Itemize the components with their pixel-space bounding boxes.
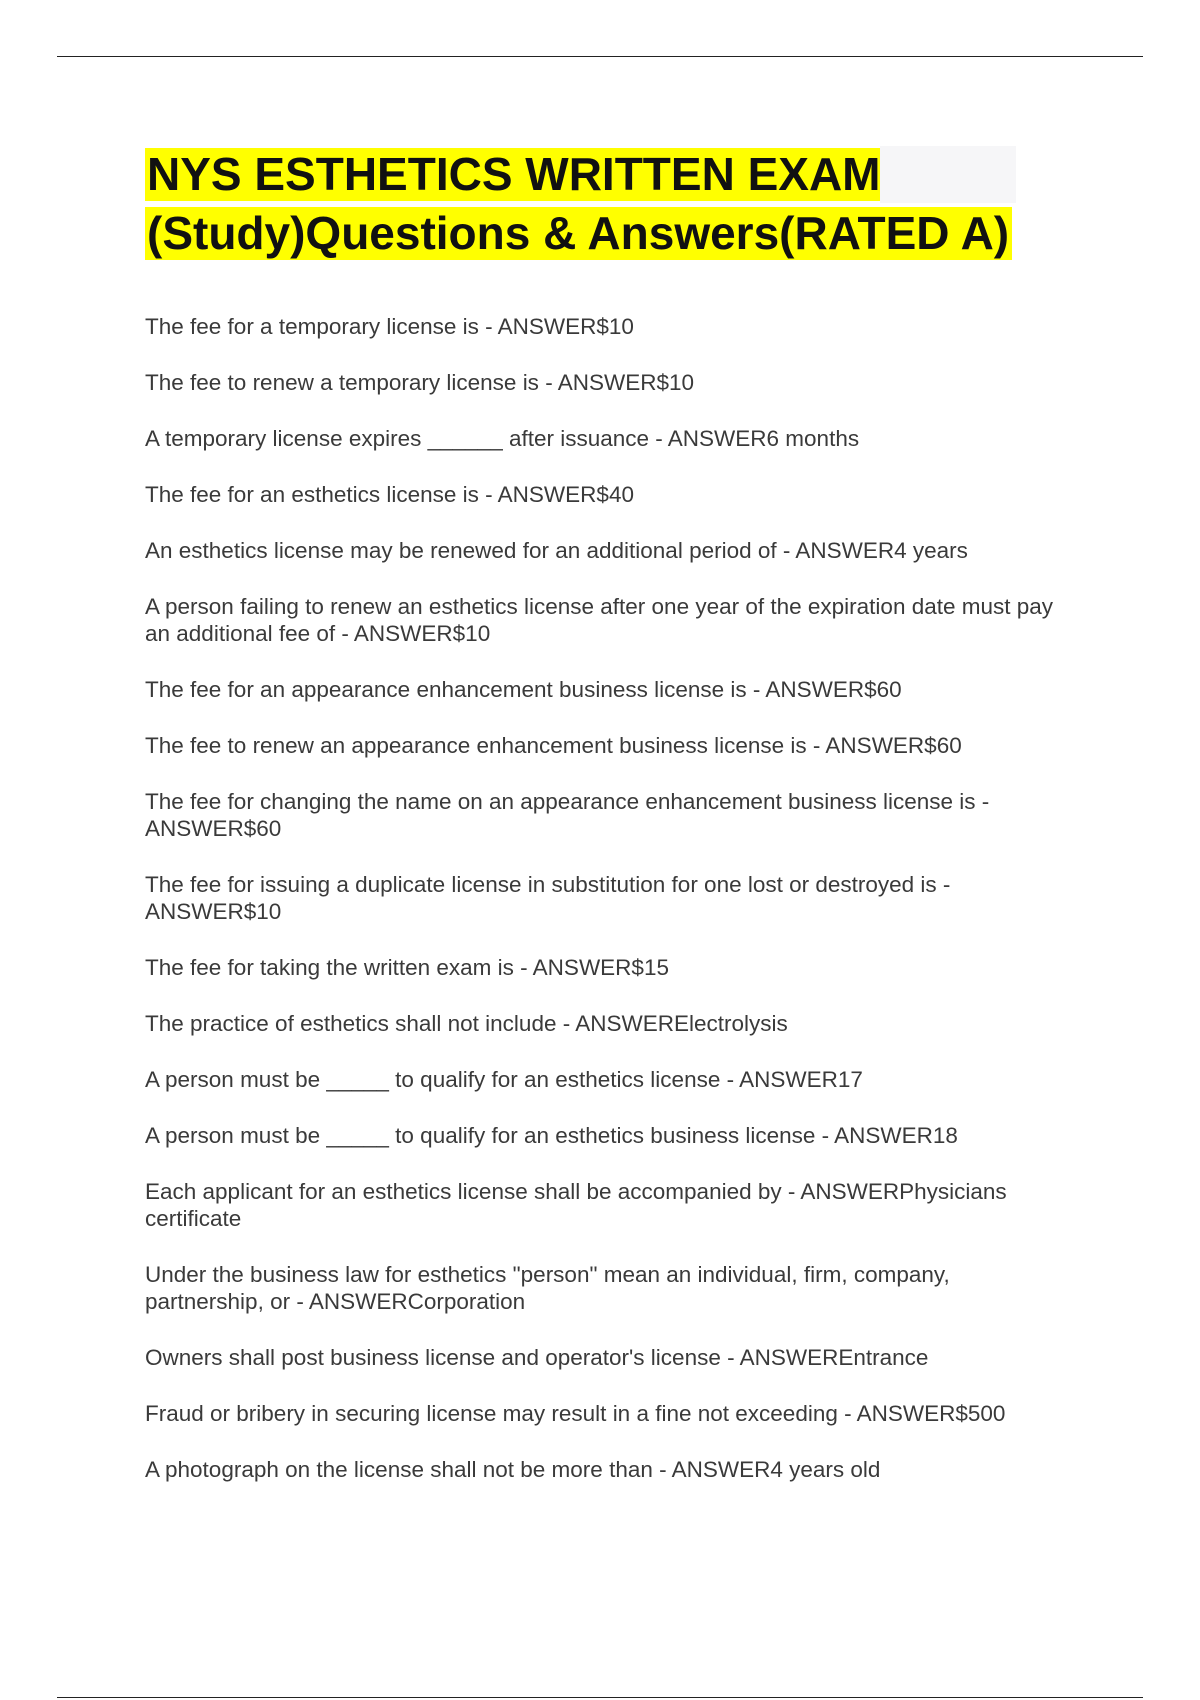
qa-item-4: The fee for an esthetics license is - ANSWER$40	[145, 482, 634, 507]
header-divider	[57, 56, 1143, 57]
qa-item-10: The fee for issuing a duplicate license in substitution for one lost or destroyed is - ANSWER$10	[145, 872, 951, 924]
qa-item-7: The fee for an appearance enhancement business license is - ANSWER$60	[145, 677, 902, 702]
qa-item-18: Fraud or bribery in securing license may result in a fine not exceeding - ANSWER$500	[145, 1401, 1006, 1426]
document-title	[145, 146, 1060, 264]
qa-item-1: The fee for a temporary license is - ANSWER$10	[145, 314, 634, 339]
title-highlight-gap	[880, 146, 1016, 203]
qa-item-5: An esthetics license may be renewed for an additional period of - ANSWER4 years	[145, 538, 968, 563]
qa-item-6: A person failing to renew an esthetics license after one year of the expiration date must pay an additional fee of - ANSWER$10	[145, 594, 1054, 646]
title-line-1-text: NYS ESTHETICS WRITTEN EXAM	[147, 148, 881, 200]
qa-item-19: A photograph on the license shall not be more than - ANSWER4 years old	[145, 1457, 881, 1482]
qa-item-9: The fee for changing the name on an appearance enhancement business license is - ANSWER$60	[145, 789, 990, 841]
qa-item-8: The fee to renew an appearance enhancement business license is - ANSWER$60	[145, 733, 962, 758]
title-line-2-text: (Study)Questions & Answers(RATED A)	[145, 207, 1012, 260]
qa-item-2: The fee to renew a temporary license is - ANSWER$10	[145, 370, 694, 395]
qa-item-13: A person must be _____ to qualify for an esthetics license - ANSWER17	[145, 1067, 863, 1092]
qa-item-17: Owners shall post business license and operator's license - ANSWEREntrance	[145, 1345, 929, 1370]
qa-item-11: The fee for taking the written exam is - ANSWER$15	[145, 955, 669, 980]
qa-item-16: Under the business law for esthetics "person" mean an individual, firm, company, partnership, or - ANSWERCorporation	[145, 1262, 950, 1314]
qa-item-12: The practice of esthetics shall not include - ANSWERElectrolysis	[145, 1011, 788, 1036]
title-line-2	[145, 205, 1060, 264]
title-line-1	[145, 146, 1060, 205]
qa-list	[145, 313, 1065, 1512]
qa-item-15: Each applicant for an esthetics license shall be accompanied by - ANSWERPhysicians certificate	[145, 1179, 1007, 1231]
qa-item-14: A person must be _____ to qualify for an esthetics business license - ANSWER18	[145, 1123, 958, 1148]
qa-item-3: A temporary license expires ______ after issuance - ANSWER6 months	[145, 426, 860, 451]
footer-divider	[57, 1697, 1143, 1698]
